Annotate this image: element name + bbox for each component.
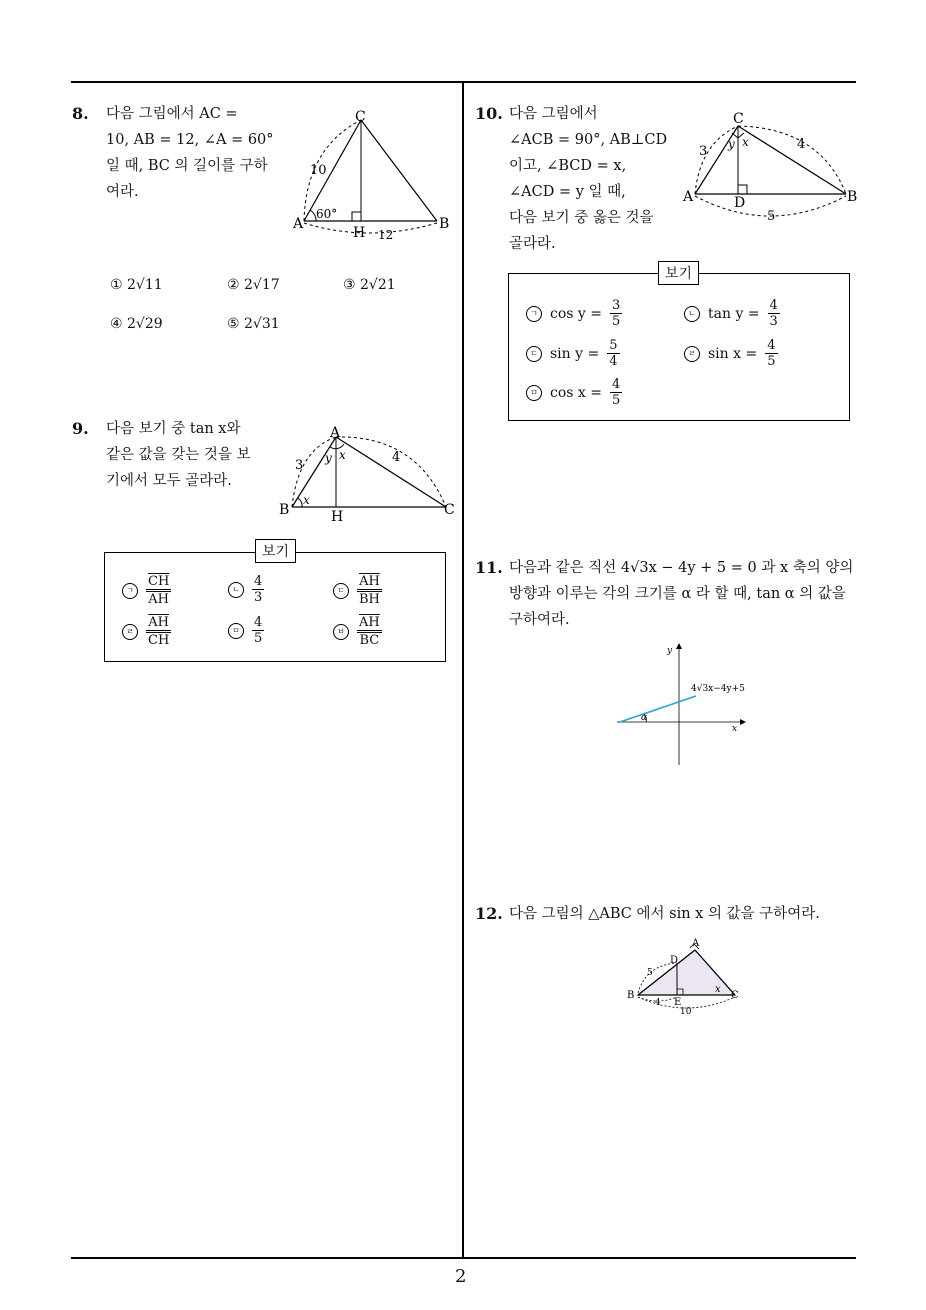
q10-option-1-den: 5 [612, 314, 621, 329]
q9-option-3[interactable] [333, 574, 382, 607]
q12-figure [624, 935, 749, 1020]
q8-line2: 10, AB = 12, ∠A = 60° [106, 132, 274, 148]
q10-option-5-den: 5 [611, 393, 621, 408]
q9-option-5-num: 4 [254, 615, 263, 630]
q9-option-3-mark: ㄷ [333, 583, 349, 599]
q10-option-2[interactable] [684, 298, 780, 329]
q9-angle-y: y [325, 451, 332, 465]
q10-option-2-mark: ㄴ [684, 306, 700, 322]
q10-angle-y: y [728, 137, 735, 151]
q12-label-d: D [670, 955, 679, 966]
q8-text [106, 101, 286, 205]
q10-label-d: D [734, 195, 746, 211]
q12-side-bc: 10 [680, 1007, 692, 1017]
q10-label-a: A [683, 189, 694, 205]
q9-line3: 기에서 모두 골라라. [106, 473, 232, 489]
q9-angle-x2: x [339, 448, 346, 462]
q9-option-6-den: BC [359, 633, 380, 648]
q9-option-5[interactable] [228, 615, 264, 646]
q10-option-4-mark: ㄹ [684, 346, 700, 362]
q9-option-4-mark: ㄹ [122, 624, 138, 640]
q8-choice-2[interactable]: ② 2√17 [227, 277, 280, 293]
q9-option-6[interactable] [333, 615, 382, 648]
q10-option-1-num: 3 [612, 298, 621, 313]
q10-option-3-den: 4 [609, 354, 618, 369]
q9-option-6-num: $\overline{AH}$ [357, 615, 382, 633]
q9-option-1[interactable] [122, 574, 171, 607]
q12-number: 12. [475, 904, 503, 923]
q10-number: 10. [475, 104, 503, 123]
q10-line6: 골라라. [509, 236, 556, 252]
q10-line5: 다음 보기 중 옳은 것을 [509, 210, 654, 226]
q11-alpha: α [641, 713, 648, 723]
q9-option-4-num: $\overline{AH}$ [146, 615, 171, 633]
q9-option-6-mark: ㅂ [333, 624, 349, 640]
q10-option-3-num: 5 [609, 338, 618, 353]
q9-option-2-num: 4 [254, 574, 263, 589]
q10-option-2-label: tan y = [708, 305, 760, 322]
q9-option-1-den: AH [148, 592, 170, 607]
q10-option-1-mark: ㄱ [526, 306, 542, 322]
q8-side-ac: 10 [310, 163, 327, 178]
q10-side-ab: 5 [767, 209, 776, 224]
column-divider [462, 81, 464, 1258]
q12-label-b: B [627, 990, 635, 1001]
q8-choice-3[interactable]: ③ 2√21 [343, 277, 396, 293]
q11-figure [612, 640, 752, 770]
q12-label-a: A [692, 938, 700, 949]
q10-option-4-label: sin x = [708, 345, 758, 362]
q10-label-b: B [847, 189, 858, 205]
q11-line1: 다음과 같은 직선 4√3x − 4y + 5 = 0 과 x 축의 양의 [509, 560, 854, 576]
q9-label-b: B [279, 502, 290, 518]
q10-label-c: C [733, 111, 744, 127]
q11-text [509, 555, 859, 633]
q10-option-4-den: 5 [767, 354, 776, 369]
q10-option-5[interactable] [526, 377, 622, 408]
q12-text [509, 901, 859, 927]
q9-option-2-mark: ㄴ [228, 582, 244, 598]
q8-label-h: H [353, 225, 366, 241]
q8-label-b: B [439, 216, 450, 232]
q11-axis-y: y [667, 646, 673, 656]
q11-line [620, 696, 696, 722]
q12-angle-x: x [715, 984, 721, 995]
q8-line3: 일 때, BC 의 길이를 구하 [106, 158, 268, 174]
q8-line4: 여라. [106, 184, 139, 200]
q9-side-ab: 3 [295, 458, 304, 473]
q9-box-title: 보기 [255, 539, 296, 563]
q9-option-3-den: BH [359, 592, 380, 607]
q8-choice-4[interactable]: ④ 2√29 [110, 316, 163, 332]
q12-side-be: 4 [655, 998, 661, 1008]
q8-line1: 다음 그림에서 AC = [106, 106, 238, 122]
q10-line4: ∠ACD = y 일 때, [509, 184, 626, 200]
q8-label-c: C [355, 109, 366, 125]
q10-option-5-mark: ㅁ [526, 385, 542, 401]
q8-choice-5[interactable]: ⑤ 2√31 [227, 316, 280, 332]
q10-box-title: 보기 [658, 261, 699, 285]
q12-side-bd: 5 [647, 968, 653, 978]
q9-option-5-mark: ㅁ [228, 623, 244, 639]
q8-label-a: A [293, 216, 304, 232]
q10-option-2-num: 4 [769, 298, 778, 313]
q12-line1: 다음 그림의 △ABC 에서 sin x 의 값을 구하여라. [509, 906, 820, 922]
q11-line2: 방향과 이루는 각의 크기를 α 라 할 때, tan α 의 값을 [509, 586, 846, 602]
q10-line1: 다음 그림에서 [509, 106, 598, 122]
q9-text [106, 416, 276, 494]
q10-text [509, 101, 679, 257]
q9-option-1-num: $\overline{CH}$ [146, 574, 171, 592]
q8-side-ab: 12 [378, 228, 394, 242]
q9-label-c: C [444, 502, 455, 518]
q9-line1: 다음 보기 중 tan x와 [106, 421, 241, 437]
q10-option-3-label: sin y = [550, 345, 600, 362]
q10-option-5-num: 4 [611, 377, 621, 392]
q10-option-3[interactable] [526, 338, 620, 369]
q9-side-ac: 4 [392, 450, 401, 465]
q10-angle-x: x [742, 135, 749, 149]
q11-axis-x: x [732, 724, 738, 734]
q10-figure [680, 108, 860, 226]
q10-line2: ∠ACB = 90°, AB⊥CD [509, 132, 668, 148]
q11-line3: 구하여라. [509, 612, 570, 628]
q10-line3: 이고, ∠BCD = x, [509, 158, 627, 174]
q12-label-c: C [731, 990, 739, 1001]
q10-side-ac: 3 [699, 144, 708, 159]
q9-label-h: H [331, 509, 344, 525]
q12-label-e: E [674, 997, 682, 1008]
q8-angle: 60° [316, 207, 338, 221]
q9-option-2-den: 3 [254, 590, 263, 605]
q8-number: 8. [72, 104, 89, 123]
q9-option-1-mark: ㄱ [122, 583, 138, 599]
q10-option-2-den: 3 [769, 314, 778, 329]
q8-choice-1[interactable]: ① 2√11 [110, 277, 163, 293]
q10-option-5-label: cos x = [550, 384, 602, 401]
q11-line-label: 4√3x−4y+5 [691, 684, 745, 694]
q9-line2: 같은 값을 갖는 것을 보 [106, 447, 251, 463]
q11-number: 11. [475, 558, 503, 577]
q9-option-4-den: CH [148, 633, 170, 648]
q9-option-5-den: 5 [254, 631, 263, 646]
q9-option-3-num: $\overline{AH}$ [357, 574, 382, 592]
q9-angle-x1: x [303, 493, 310, 507]
q9-figure [276, 425, 461, 525]
q9-option-4[interactable] [122, 615, 171, 648]
q10-option-4-num: 4 [767, 338, 776, 353]
q10-side-cb: 4 [797, 137, 806, 152]
q10-option-4[interactable] [684, 338, 778, 369]
page-number: 2 [455, 1266, 467, 1287]
q10-option-3-mark: ㄷ [526, 346, 542, 362]
q9-label-a: A [330, 425, 341, 441]
q10-option-1-label: cos y = [550, 305, 602, 322]
q8-figure [288, 108, 458, 243]
q9-option-2[interactable] [228, 574, 264, 605]
q9-number: 9. [72, 419, 89, 438]
q10-option-1[interactable] [526, 298, 622, 329]
